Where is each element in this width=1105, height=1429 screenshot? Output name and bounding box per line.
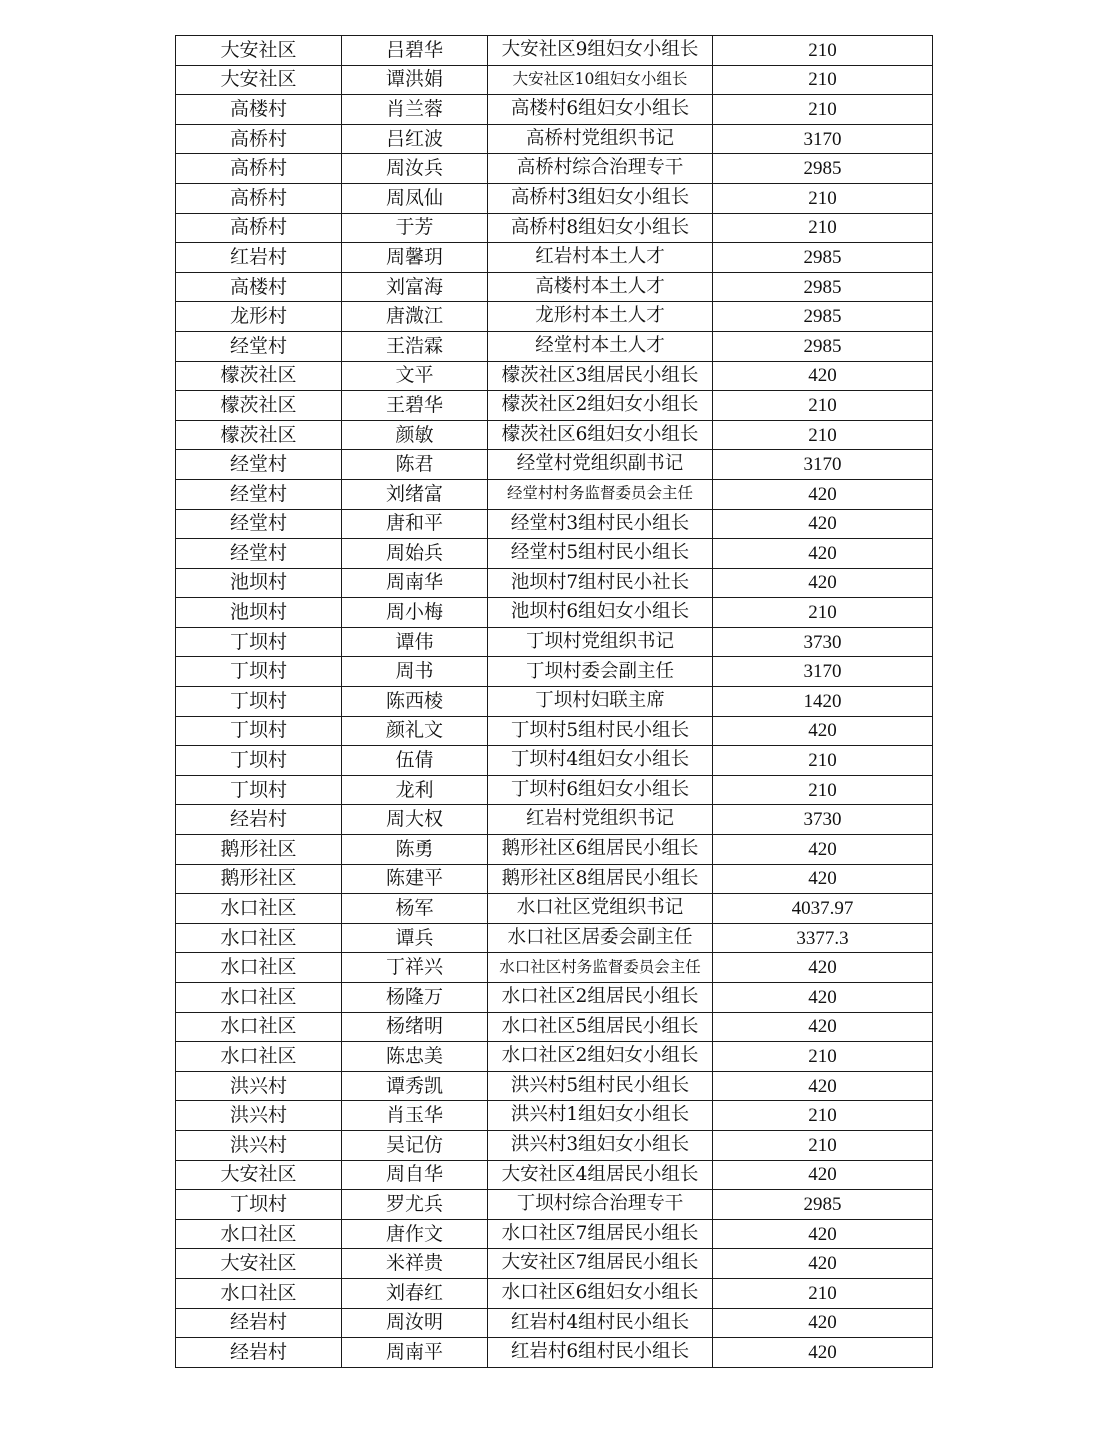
person-name-cell: 陈西棱 bbox=[342, 687, 488, 717]
amount-cell: 210 bbox=[713, 36, 933, 66]
table-row bbox=[176, 1219, 933, 1249]
position-cell: 红岩村党组织书记 bbox=[488, 805, 713, 835]
person-name-cell: 谭兵 bbox=[342, 923, 488, 953]
unit-cell: 大安社区 bbox=[176, 36, 342, 66]
unit-cell: 洪兴村 bbox=[176, 1101, 342, 1131]
position-cell: 大安社区4组居民小组长 bbox=[488, 1160, 713, 1190]
person-name-cell: 周始兵 bbox=[342, 539, 488, 569]
position-cell: 丁坝村5组村民小组长 bbox=[488, 716, 713, 746]
position-cell: 丁坝村妇联主席 bbox=[488, 687, 713, 717]
table-row bbox=[176, 864, 933, 894]
amount-cell: 420 bbox=[713, 864, 933, 894]
table-row bbox=[176, 1042, 933, 1072]
table-row bbox=[176, 1249, 933, 1279]
unit-cell: 经堂村 bbox=[176, 539, 342, 569]
person-name-cell: 肖玉华 bbox=[342, 1101, 488, 1131]
amount-cell: 210 bbox=[713, 1101, 933, 1131]
amount-cell: 2985 bbox=[713, 272, 933, 302]
position-cell: 檬茨社区3组居民小组长 bbox=[488, 361, 713, 391]
unit-cell: 经堂村 bbox=[176, 450, 342, 480]
position-cell: 丁坝村党组织书记 bbox=[488, 627, 713, 657]
person-name-cell: 谭伟 bbox=[342, 627, 488, 657]
amount-cell: 420 bbox=[713, 1249, 933, 1279]
unit-cell: 水口社区 bbox=[176, 1042, 342, 1072]
amount-cell: 420 bbox=[713, 539, 933, 569]
amount-cell: 2985 bbox=[713, 1190, 933, 1220]
position-cell: 大安社区9组妇女小组长 bbox=[488, 36, 713, 66]
unit-cell: 高桥村 bbox=[176, 213, 342, 243]
amount-cell: 210 bbox=[713, 213, 933, 243]
unit-cell: 大安社区 bbox=[176, 1249, 342, 1279]
person-name-cell: 王碧华 bbox=[342, 391, 488, 421]
unit-cell: 龙形村 bbox=[176, 302, 342, 332]
amount-cell: 3170 bbox=[713, 450, 933, 480]
table-row bbox=[176, 154, 933, 184]
unit-cell: 大安社区 bbox=[176, 1160, 342, 1190]
position-cell: 红岩村本土人才 bbox=[488, 243, 713, 273]
unit-cell: 池坝村 bbox=[176, 568, 342, 598]
position-cell: 水口社区5组居民小组长 bbox=[488, 1012, 713, 1042]
unit-cell: 水口社区 bbox=[176, 923, 342, 953]
table-row bbox=[176, 1012, 933, 1042]
unit-cell: 丁坝村 bbox=[176, 657, 342, 687]
position-cell: 经堂村村务监督委员会主任 bbox=[488, 479, 713, 509]
unit-cell: 檬茨社区 bbox=[176, 391, 342, 421]
position-cell: 檬茨社区2组妇女小组长 bbox=[488, 391, 713, 421]
position-cell: 丁坝村4组妇女小组长 bbox=[488, 746, 713, 776]
table-row bbox=[176, 983, 933, 1013]
person-name-cell: 罗尤兵 bbox=[342, 1190, 488, 1220]
person-name-cell: 周汝兵 bbox=[342, 154, 488, 184]
amount-cell: 210 bbox=[713, 1042, 933, 1072]
table-row bbox=[176, 213, 933, 243]
amount-cell: 210 bbox=[713, 95, 933, 125]
unit-cell: 红岩村 bbox=[176, 243, 342, 273]
position-cell: 池坝村6组妇女小组长 bbox=[488, 598, 713, 628]
table-row bbox=[176, 598, 933, 628]
position-cell: 檬茨社区6组妇女小组长 bbox=[488, 420, 713, 450]
table-row bbox=[176, 716, 933, 746]
amount-cell: 210 bbox=[713, 598, 933, 628]
amount-cell: 3377.3 bbox=[713, 923, 933, 953]
position-cell: 丁坝村6组妇女小组长 bbox=[488, 775, 713, 805]
table-row bbox=[176, 331, 933, 361]
person-name-cell: 于芳 bbox=[342, 213, 488, 243]
position-cell: 大安社区10组妇女小组长 bbox=[488, 65, 713, 95]
amount-cell: 3730 bbox=[713, 627, 933, 657]
position-cell: 红岩村4组村民小组长 bbox=[488, 1308, 713, 1338]
unit-cell: 高桥村 bbox=[176, 124, 342, 154]
amount-cell: 420 bbox=[713, 983, 933, 1013]
amount-cell: 210 bbox=[713, 1278, 933, 1308]
unit-cell: 高桥村 bbox=[176, 183, 342, 213]
unit-cell: 丁坝村 bbox=[176, 687, 342, 717]
table-row bbox=[176, 1278, 933, 1308]
table-row bbox=[176, 746, 933, 776]
position-cell: 经堂村5组村民小组长 bbox=[488, 539, 713, 569]
person-name-cell: 杨军 bbox=[342, 894, 488, 924]
position-cell: 洪兴村5组村民小组长 bbox=[488, 1071, 713, 1101]
person-name-cell: 米祥贵 bbox=[342, 1249, 488, 1279]
person-name-cell: 唐和平 bbox=[342, 509, 488, 539]
unit-cell: 丁坝村 bbox=[176, 1190, 342, 1220]
person-name-cell: 吕红波 bbox=[342, 124, 488, 154]
amount-cell: 420 bbox=[713, 509, 933, 539]
table-row bbox=[176, 1338, 933, 1368]
table-row bbox=[176, 568, 933, 598]
unit-cell: 鹅形社区 bbox=[176, 835, 342, 865]
unit-cell: 高楼村 bbox=[176, 95, 342, 125]
unit-cell: 檬茨社区 bbox=[176, 361, 342, 391]
unit-cell: 经岩村 bbox=[176, 805, 342, 835]
position-cell: 经堂村3组村民小组长 bbox=[488, 509, 713, 539]
person-name-cell: 伍倩 bbox=[342, 746, 488, 776]
unit-cell: 经堂村 bbox=[176, 509, 342, 539]
table-row bbox=[176, 894, 933, 924]
person-name-cell: 谭洪娟 bbox=[342, 65, 488, 95]
table-row bbox=[176, 36, 933, 66]
unit-cell: 丁坝村 bbox=[176, 746, 342, 776]
person-name-cell: 周小梅 bbox=[342, 598, 488, 628]
position-cell: 红岩村6组村民小组长 bbox=[488, 1338, 713, 1368]
position-cell: 龙形村本土人才 bbox=[488, 302, 713, 332]
table-row bbox=[176, 361, 933, 391]
amount-cell: 2985 bbox=[713, 154, 933, 184]
person-name-cell: 陈勇 bbox=[342, 835, 488, 865]
unit-cell: 洪兴村 bbox=[176, 1130, 342, 1160]
unit-cell: 丁坝村 bbox=[176, 716, 342, 746]
position-cell: 水口社区7组居民小组长 bbox=[488, 1219, 713, 1249]
position-cell: 水口社区2组居民小组长 bbox=[488, 983, 713, 1013]
amount-cell: 420 bbox=[713, 1071, 933, 1101]
position-cell: 水口社区党组织书记 bbox=[488, 894, 713, 924]
person-name-cell: 周自华 bbox=[342, 1160, 488, 1190]
unit-cell: 水口社区 bbox=[176, 894, 342, 924]
person-name-cell: 周汝明 bbox=[342, 1308, 488, 1338]
person-name-cell: 吕碧华 bbox=[342, 36, 488, 66]
amount-cell: 420 bbox=[713, 835, 933, 865]
person-name-cell: 颜礼文 bbox=[342, 716, 488, 746]
table-row bbox=[176, 687, 933, 717]
table-row bbox=[176, 923, 933, 953]
amount-cell: 1420 bbox=[713, 687, 933, 717]
unit-cell: 高楼村 bbox=[176, 272, 342, 302]
unit-cell: 丁坝村 bbox=[176, 775, 342, 805]
person-name-cell: 周南平 bbox=[342, 1338, 488, 1368]
amount-cell: 210 bbox=[713, 1130, 933, 1160]
table-row bbox=[176, 1101, 933, 1131]
amount-cell: 4037.97 bbox=[713, 894, 933, 924]
amount-cell: 2985 bbox=[713, 331, 933, 361]
person-name-cell: 刘富海 bbox=[342, 272, 488, 302]
amount-cell: 420 bbox=[713, 1308, 933, 1338]
table-row bbox=[176, 539, 933, 569]
table-row bbox=[176, 450, 933, 480]
amount-cell: 420 bbox=[713, 716, 933, 746]
position-cell: 池坝村7组村民小社长 bbox=[488, 568, 713, 598]
position-cell: 鹅形社区6组居民小组长 bbox=[488, 835, 713, 865]
position-cell: 丁坝村委会副主任 bbox=[488, 657, 713, 687]
person-name-cell: 吴记仿 bbox=[342, 1130, 488, 1160]
allowance-table bbox=[175, 35, 933, 1368]
table-body bbox=[176, 36, 933, 1368]
amount-cell: 420 bbox=[713, 1160, 933, 1190]
amount-cell: 420 bbox=[713, 1012, 933, 1042]
person-name-cell: 肖兰蓉 bbox=[342, 95, 488, 125]
table-row bbox=[176, 1190, 933, 1220]
amount-cell: 210 bbox=[713, 775, 933, 805]
person-name-cell: 唐溦江 bbox=[342, 302, 488, 332]
table-row bbox=[176, 183, 933, 213]
unit-cell: 经堂村 bbox=[176, 479, 342, 509]
position-cell: 高桥村综合治理专干 bbox=[488, 154, 713, 184]
table-row bbox=[176, 302, 933, 332]
amount-cell: 3170 bbox=[713, 124, 933, 154]
position-cell: 水口社区村务监督委员会主任 bbox=[488, 953, 713, 983]
unit-cell: 高桥村 bbox=[176, 154, 342, 184]
unit-cell: 经堂村 bbox=[176, 331, 342, 361]
table-row bbox=[176, 479, 933, 509]
person-name-cell: 刘春红 bbox=[342, 1278, 488, 1308]
position-cell: 高桥村3组妇女小组长 bbox=[488, 183, 713, 213]
unit-cell: 水口社区 bbox=[176, 953, 342, 983]
person-name-cell: 龙利 bbox=[342, 775, 488, 805]
amount-cell: 2985 bbox=[713, 243, 933, 273]
person-name-cell: 杨绪明 bbox=[342, 1012, 488, 1042]
position-cell: 高楼村6组妇女小组长 bbox=[488, 95, 713, 125]
position-cell: 高桥村8组妇女小组长 bbox=[488, 213, 713, 243]
table-row bbox=[176, 272, 933, 302]
position-cell: 水口社区6组妇女小组长 bbox=[488, 1278, 713, 1308]
unit-cell: 水口社区 bbox=[176, 983, 342, 1013]
unit-cell: 鹅形社区 bbox=[176, 864, 342, 894]
table-row bbox=[176, 509, 933, 539]
table-row bbox=[176, 420, 933, 450]
amount-cell: 420 bbox=[713, 361, 933, 391]
person-name-cell: 周书 bbox=[342, 657, 488, 687]
amount-cell: 3730 bbox=[713, 805, 933, 835]
unit-cell: 洪兴村 bbox=[176, 1071, 342, 1101]
person-name-cell: 文平 bbox=[342, 361, 488, 391]
amount-cell: 420 bbox=[713, 479, 933, 509]
table-row bbox=[176, 391, 933, 421]
person-name-cell: 刘绪富 bbox=[342, 479, 488, 509]
amount-cell: 210 bbox=[713, 746, 933, 776]
unit-cell: 经岩村 bbox=[176, 1308, 342, 1338]
person-name-cell: 周凤仙 bbox=[342, 183, 488, 213]
amount-cell: 210 bbox=[713, 65, 933, 95]
table-row bbox=[176, 835, 933, 865]
amount-cell: 210 bbox=[713, 391, 933, 421]
unit-cell: 水口社区 bbox=[176, 1219, 342, 1249]
position-cell: 水口社区2组妇女小组长 bbox=[488, 1042, 713, 1072]
table-row bbox=[176, 243, 933, 273]
person-name-cell: 杨隆万 bbox=[342, 983, 488, 1013]
position-cell: 高楼村本土人才 bbox=[488, 272, 713, 302]
position-cell: 水口社区居委会副主任 bbox=[488, 923, 713, 953]
amount-cell: 210 bbox=[713, 420, 933, 450]
position-cell: 大安社区7组居民小组长 bbox=[488, 1249, 713, 1279]
person-name-cell: 陈建平 bbox=[342, 864, 488, 894]
table-row bbox=[176, 1160, 933, 1190]
table-row bbox=[176, 65, 933, 95]
unit-cell: 池坝村 bbox=[176, 598, 342, 628]
position-cell: 鹅形社区8组居民小组长 bbox=[488, 864, 713, 894]
person-name-cell: 谭秀凯 bbox=[342, 1071, 488, 1101]
position-cell: 经堂村党组织副书记 bbox=[488, 450, 713, 480]
unit-cell: 水口社区 bbox=[176, 1278, 342, 1308]
table-row bbox=[176, 775, 933, 805]
person-name-cell: 颜敏 bbox=[342, 420, 488, 450]
table-row bbox=[176, 953, 933, 983]
person-name-cell: 陈君 bbox=[342, 450, 488, 480]
amount-cell: 420 bbox=[713, 953, 933, 983]
person-name-cell: 周馨玥 bbox=[342, 243, 488, 273]
unit-cell: 经岩村 bbox=[176, 1338, 342, 1368]
table-row bbox=[176, 124, 933, 154]
unit-cell: 水口社区 bbox=[176, 1012, 342, 1042]
table-row bbox=[176, 1071, 933, 1101]
table-row bbox=[176, 95, 933, 125]
table-row bbox=[176, 805, 933, 835]
position-cell: 洪兴村3组妇女小组长 bbox=[488, 1130, 713, 1160]
amount-cell: 210 bbox=[713, 183, 933, 213]
table-row bbox=[176, 1130, 933, 1160]
unit-cell: 丁坝村 bbox=[176, 627, 342, 657]
table-row bbox=[176, 1308, 933, 1338]
person-name-cell: 周南华 bbox=[342, 568, 488, 598]
position-cell: 经堂村本土人才 bbox=[488, 331, 713, 361]
amount-cell: 420 bbox=[713, 1219, 933, 1249]
amount-cell: 3170 bbox=[713, 657, 933, 687]
table-row bbox=[176, 657, 933, 687]
amount-cell: 420 bbox=[713, 568, 933, 598]
person-name-cell: 唐作文 bbox=[342, 1219, 488, 1249]
unit-cell: 檬茨社区 bbox=[176, 420, 342, 450]
amount-cell: 2985 bbox=[713, 302, 933, 332]
table-row bbox=[176, 627, 933, 657]
position-cell: 洪兴村1组妇女小组长 bbox=[488, 1101, 713, 1131]
position-cell: 丁坝村综合治理专干 bbox=[488, 1190, 713, 1220]
person-name-cell: 丁祥兴 bbox=[342, 953, 488, 983]
position-cell: 高桥村党组织书记 bbox=[488, 124, 713, 154]
amount-cell: 420 bbox=[713, 1338, 933, 1368]
person-name-cell: 周大权 bbox=[342, 805, 488, 835]
person-name-cell: 陈忠美 bbox=[342, 1042, 488, 1072]
person-name-cell: 王浩霖 bbox=[342, 331, 488, 361]
unit-cell: 大安社区 bbox=[176, 65, 342, 95]
